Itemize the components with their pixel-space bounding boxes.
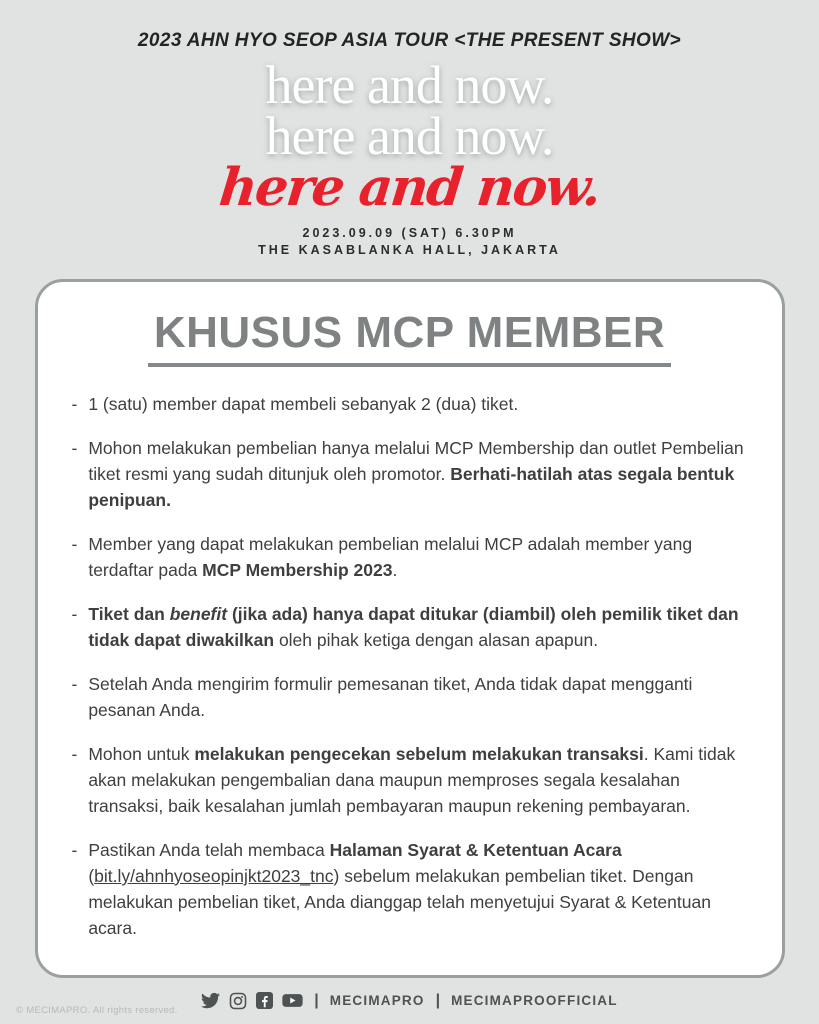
rule-item [72,671,750,723]
rule-text: Member yang dapat melakukan pembelian melalui MCP adalah member yang terdaftar pada MCP Membership 2023. [88,534,693,580]
rule-item [72,435,750,513]
rules-list [60,391,760,941]
rule-text: 1 (satu) member dapat membeli sebanyak 2 (dua) tiket. [88,394,519,414]
logo-line-3-script: here and now. [216,157,603,218]
bullet-dash: - [71,394,78,414]
footer-separator-2: | [435,991,441,1009]
rule-text: Tiket dan benefit (jika ada) hanya dapat ditukar (diambil) oleh pemilik tiket dan tidak dapat diwakilkan oleh pihak ketiga dengan alasan apapun. [88,604,739,650]
bullet-dash: - [71,744,78,764]
footer-handle-mecimaproofficial: MECIMAPROOFFICIAL [451,993,618,1008]
show-venue: THE KASABLANKA HALL, JAKARTA [258,243,561,257]
bullet-dash: - [71,534,78,554]
rule-item [72,391,750,417]
tour-title: 2023 AHN HYO SEOP ASIA TOUR <THE PRESENT SHOW> [137,30,682,51]
show-datetime: 2023.09.09 (SAT) 6.30PM [302,226,517,240]
rule-text: Mohon melakukan pembelian hanya melalui MCP Membership dan outlet Pembelian tiket resmi yang sudah ditunjuk oleh promotor. Berhati-hatilah atas segala bentuk penipuan. [88,438,744,510]
bullet-dash: - [71,674,78,694]
bullet-dash: - [71,604,78,624]
rule-item [72,601,750,653]
rule-item [72,531,750,583]
rule-item [72,741,750,819]
rule-item [72,837,750,941]
logo-line-2: here and now. [265,106,554,166]
show-info [0,225,819,259]
instagram-icon [229,992,247,1010]
facebook-icon [256,992,273,1009]
bullet-dash: - [71,438,78,458]
rules-card [35,279,785,978]
card-title: KHUSUS MCP MEMBER [148,308,671,367]
rule-text: Setelah Anda mengirim formulir pemesanan tiket, Anda tidak dapat mengganti pesanan Anda. [88,674,693,720]
here-and-now-logo [0,55,819,218]
rule-text: Pastikan Anda telah membaca Halaman Syarat & Ketentuan Acara (bit.ly/ahnhyoseopinjkt2023_tnc) sebelum melakukan pembelian tiket. Dengan melakukan pembelian tiket, Anda dianggap telah menyetujui Syarat & Ketentuan acara. [88,840,711,938]
rule-text: Mohon untuk melakukan pengecekan sebelum melakukan transaksi. Kami tidak akan melakukan pengembalian dana maupun memproses segala kesalahan transaksi, baik kesalahan jumlah pembayaran maupun rekening pembayaran. [88,744,736,816]
footer-separator-1: | [314,991,319,1009]
copyright-notice: © MECIMAPRO. All rights reserved. [16,1005,178,1016]
footer-handle-mecimapro: MECIMAPRO [329,993,425,1008]
youtube-icon [282,992,303,1009]
bullet-dash: - [71,840,78,860]
tnc-link[interactable]: bit.ly/ahnhyoseopinjkt2023_tnc [94,866,334,886]
logo-line-1: here and now. [265,55,554,115]
twitter-icon [201,991,220,1010]
